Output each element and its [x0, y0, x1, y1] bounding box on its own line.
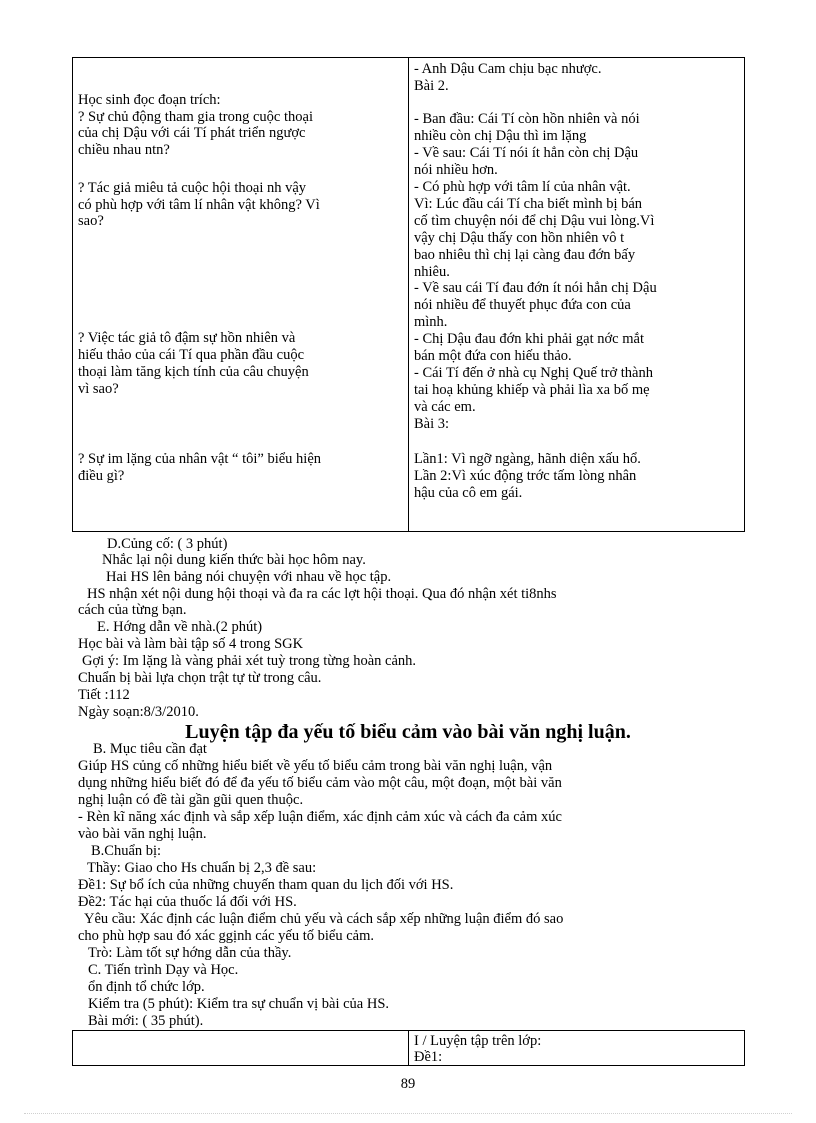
table-column-divider	[408, 1031, 409, 1065]
body-line: Thầy: Giao cho Hs chuẩn bị 2,3 đề sau:	[87, 860, 317, 876]
body-line: cho phù hợp sau đó xác ggịnh các yếu tố biểu cảm.	[78, 928, 374, 944]
footer-divider	[24, 1113, 792, 1114]
answer-line: Lần1: Vì ngỡ ngàng, hãnh diện xấu hổ.	[414, 451, 641, 467]
answer-line: và các em.	[414, 399, 476, 415]
body-line: nghị luận có đề tài gần gũi quen thuộc.	[78, 792, 304, 808]
question-line: thoại làm tăng kịch tính của câu chuyện	[78, 364, 309, 380]
answer-line: nói nhiều hơn.	[414, 162, 498, 178]
answer-line: bán một đứa con hiếu thảo.	[414, 348, 572, 364]
answer-line: - Anh Dậu Cam chịu bạc nhược.	[414, 61, 602, 77]
section-heading: C. Tiến trình Dạy và Học.	[88, 962, 239, 978]
practice-table	[72, 1030, 745, 1066]
answer-line: nói nhiều để thuyết phục đứa con của	[414, 297, 631, 313]
practice-heading: I / Luyện tập trên lớp:	[414, 1033, 542, 1049]
answer-line: tai hoạ khủng khiếp và phải lìa xa bố mẹ	[414, 382, 650, 398]
body-line: Giúp HS củng cố những hiểu biết về yếu tố biểu cảm trong bài văn nghị luận, vận	[78, 758, 553, 774]
answer-line: Bài 3:	[414, 416, 450, 432]
answer-line: - Ban đầu: Cái Tí còn hồn nhiên và nói	[414, 111, 640, 127]
section-heading: D.Củng cố: ( 3 phút)	[107, 536, 228, 552]
answer-line: nhiều còn chị Dậu thì im lặng	[414, 128, 587, 144]
question-line: chiều nhau ntn?	[78, 142, 170, 158]
question-line: vì sao?	[78, 381, 119, 397]
body-line: Bài mới: ( 35 phút).	[88, 1013, 204, 1029]
body-line: Chuẩn bị bài lựa chọn trật tự từ trong câu.	[78, 670, 322, 686]
table-column-divider	[408, 58, 409, 531]
question-line: điều gì?	[78, 468, 125, 484]
answer-line: cố tìm chuyện nói để chị Dậu vui lòng.Vì	[414, 213, 655, 229]
body-line: Đề2: Tác hại của thuốc lá đối với HS.	[78, 894, 297, 910]
body-line: Gợi ý: Im lặng là vàng phải xét tuỳ trong từng hoàn cảnh.	[82, 653, 417, 669]
section-heading: B. Mục tiêu cần đạt	[93, 741, 207, 757]
answer-line: bao nhiêu thì chị lại càng đau đớn bấy	[414, 247, 636, 263]
question-line: ? Sự chủ động tham gia trong cuộc thoại	[78, 109, 313, 125]
answer-line: mình.	[414, 314, 448, 330]
body-line: vào bài văn nghị luận.	[78, 826, 207, 842]
lesson-table	[72, 57, 745, 532]
answer-line: - Về sau cái Tí đau đớn ít nói hẳn chị Dậu	[414, 280, 657, 296]
answer-line: - Có phù hợp với tâm lí của nhân vật.	[414, 179, 631, 195]
question-line: sao?	[78, 213, 104, 229]
answer-line: - Cái Tí đến ở nhà cụ Nghị Quế trở thành	[414, 365, 653, 381]
answer-line: hậu của cô em gái.	[414, 485, 523, 501]
lesson-number: Tiết :112	[78, 687, 130, 703]
practice-topic: Đề1:	[414, 1049, 443, 1065]
body-line: Yêu cầu: Xác định các luận điểm chủ yếu và cách sắp xếp những luận điểm đó sao	[84, 911, 564, 927]
answer-line: - Chị Dậu đau đớn khi phải gạt nớc mắt	[414, 331, 644, 347]
body-line: Hai HS lên bảng nói chuyện với nhau về học tập.	[106, 569, 392, 585]
lesson-date: Ngày soạn:8/3/2010.	[78, 704, 199, 720]
page-number: 89	[400, 1076, 416, 1092]
section-heading: B.Chuẩn bị:	[91, 843, 162, 859]
answer-line: Bài 2.	[414, 78, 449, 94]
lesson-title: Luyện tập đa yếu tố biểu cảm vào bài văn nghị luận.	[185, 721, 631, 743]
question-line: ? Tác giả miêu tả cuộc hội thoại nh vậy	[78, 180, 307, 196]
question-line: hiếu thảo của cái Tí qua phần đầu cuộc	[78, 347, 305, 363]
question-line: Học sinh đọc đoạn trích:	[78, 92, 221, 108]
body-line: dụng những hiểu biết đó để đa yếu tố biểu cảm vào một câu, một đoạn, một bài văn	[78, 775, 562, 791]
body-line: cách của từng bạn.	[78, 602, 187, 618]
body-line: Đề1: Sự bổ ích của những chuyến tham quan du lịch đối với HS.	[78, 877, 454, 893]
question-line: ? Sự im lặng của nhân vật “ tôi” biểu hiện	[78, 451, 322, 467]
answer-line: - Về sau: Cái Tí nói ít hẳn còn chị Dậu	[414, 145, 639, 161]
body-line: - Rèn kĩ năng xác định và sắp xếp luận điểm, xác định cảm xúc và cách đa cảm xúc	[78, 809, 562, 825]
question-line: ? Việc tác giả tô đậm sự hồn nhiên và	[78, 330, 296, 346]
body-line: Kiểm tra (5 phút): Kiểm tra sự chuẩn vị bài của HS.	[88, 996, 390, 1012]
answer-line: vậy chị Dậu thấy con hồn nhiên vô t	[414, 230, 625, 246]
question-line: có phù hợp với tâm lí nhân vật không? Vì	[78, 197, 320, 213]
answer-line: nhiêu.	[414, 264, 450, 280]
answer-line: Vì: Lúc đầu cái Tí cha biết mình bị bán	[414, 196, 643, 212]
body-line: HS nhận xét nội dung hội thoại và đa ra các lợt hội thoại. Qua đó nhận xét ti8nhs	[87, 586, 557, 602]
question-line: của chị Dậu với cái Tí phát triển ngược	[78, 125, 306, 141]
body-line: ổn định tổ chức lớp.	[88, 979, 205, 995]
body-line: Học bài và làm bài tập số 4 trong SGK	[78, 636, 304, 652]
body-line: Trò: Làm tốt sự hớng dẫn của thầy.	[88, 945, 292, 961]
section-heading: E. Hớng dẫn về nhà.(2 phút)	[97, 619, 263, 635]
body-line: Nhắc lại nội dung kiến thức bài học hôm nay.	[102, 552, 366, 568]
answer-line: Lần 2:Vì xúc động trớc tấm lòng nhân	[414, 468, 637, 484]
